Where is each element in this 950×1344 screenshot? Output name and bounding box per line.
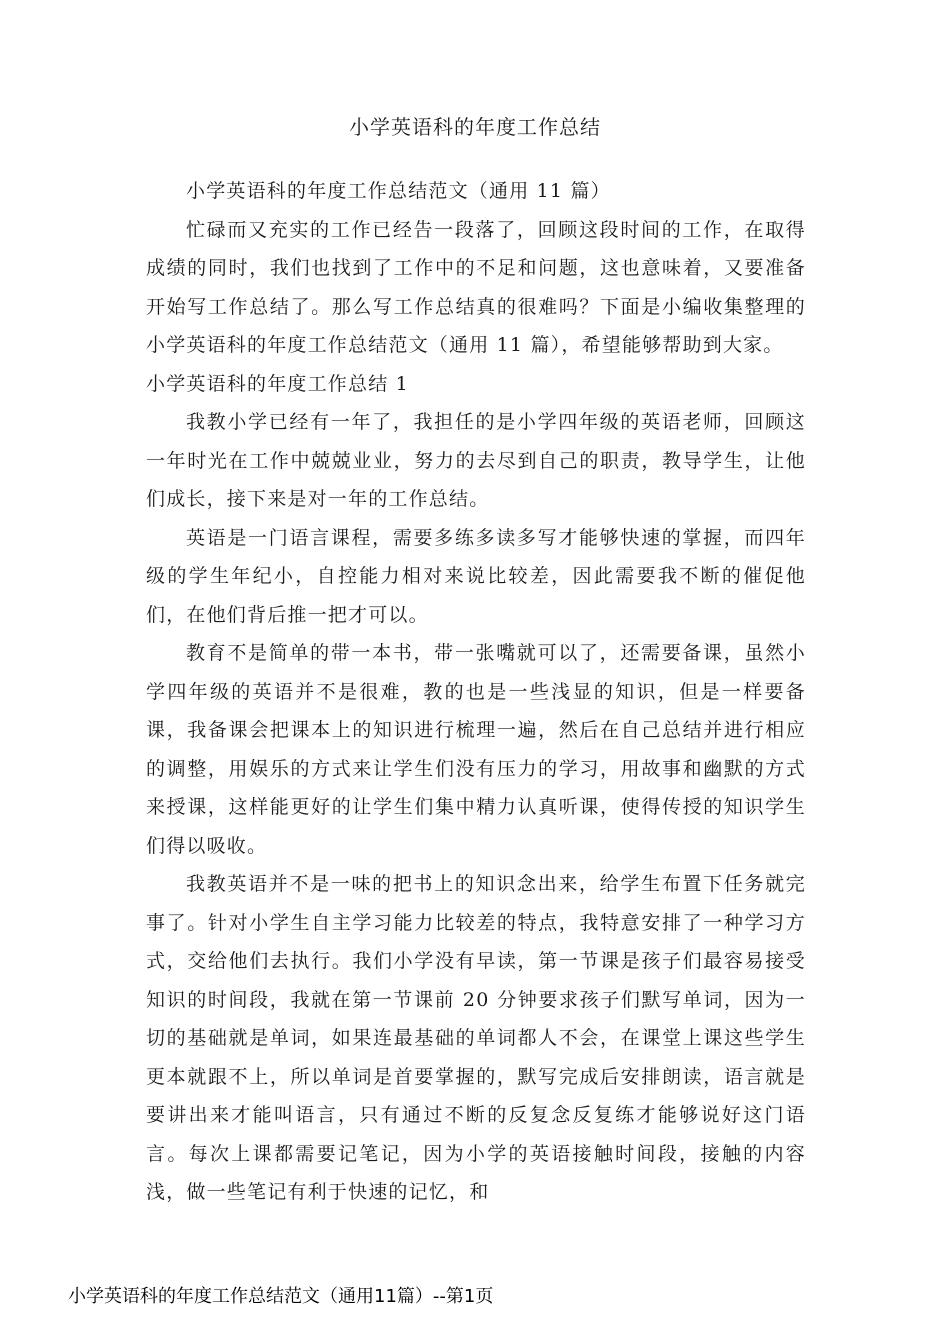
- body-paragraph-3: 教育不是简单的带一本书，带一张嘴就可以了，还需要备课，虽然小学四年级的英语并不是很难，教的也是一些浅显的知识，但是一样要备课，我备课会把课本上的知识进行梳理一遍，然后在自己总结并进行相应的调整，用娱乐的方式来让学生们没有压力的学习，用故事和幽默的方式来授课，这样能更好的让学生们集中精力认真听课，使得传授的知识学生们得以吸收。: [146, 642, 806, 857]
- body-paragraph-1: 我教小学已经有一年了，我担任的是小学四年级的英语老师，回顾这一年时光在工作中兢兢业业，努力的去尽到自己的职责，教导学生，让他们成长，接下来是对一年的工作总结。: [146, 411, 806, 510]
- section-heading: 小学英语科的年度工作总结 1: [146, 372, 409, 395]
- body-paragraph-2: 英语是一门语言课程，需要多练多读多写才能够快速的掌握，而四年级的学生年纪小，自控能力相对来说比较差，因此需要我不断的催促他们，在他们背后推一把才可以。: [146, 526, 806, 626]
- document-body: [146, 172, 806, 1212]
- page-footer: 小学英语科的年度工作总结范文（通用11篇）--第1页: [68, 1286, 494, 1307]
- document-subtitle: 小学英语科的年度工作总结范文（通用 11 篇）: [186, 180, 611, 202]
- intro-paragraph: 忙碌而又充实的工作已经告一段落了，回顾这段时间的工作，在取得成绩的同时，我们也找到了工作中的不足和问题，这也意味着，又要准备开始写工作总结了。那么写工作总结真的很难吗？下面是小编收集整理的小学英语科的年度工作总结范文（通用 11 篇），希望能够帮助到大家。: [146, 218, 806, 356]
- document-title: 小学英语科的年度工作总结: [349, 115, 601, 139]
- body-paragraph-4: 我教英语并不是一味的把书上的知识念出来，给学生布置下任务就完事了。针对小学生自主学习能力比较差的特点，我特意安排了一种学习方式，交给他们去执行。我们小学没有早读，第一节课是孩子们最容易接受知识的时间段，我就在第一节课前 20 分钟要求孩子们默写单词，因为一切的基础就是单词，如果连最基础的单词都人不会，在课堂上课这些学生更本就跟不上，所以单词是首要掌握的，默写完成后安排朗读，语言就是要讲出来才能叫语言，只有通过不断的反复念反复练才能够说好这门语言。每次上课都需要记笔记，因为小学的英语接触时间段，接触的内容浅，做一些笔记有利于快速的记忆，和: [146, 873, 806, 1203]
